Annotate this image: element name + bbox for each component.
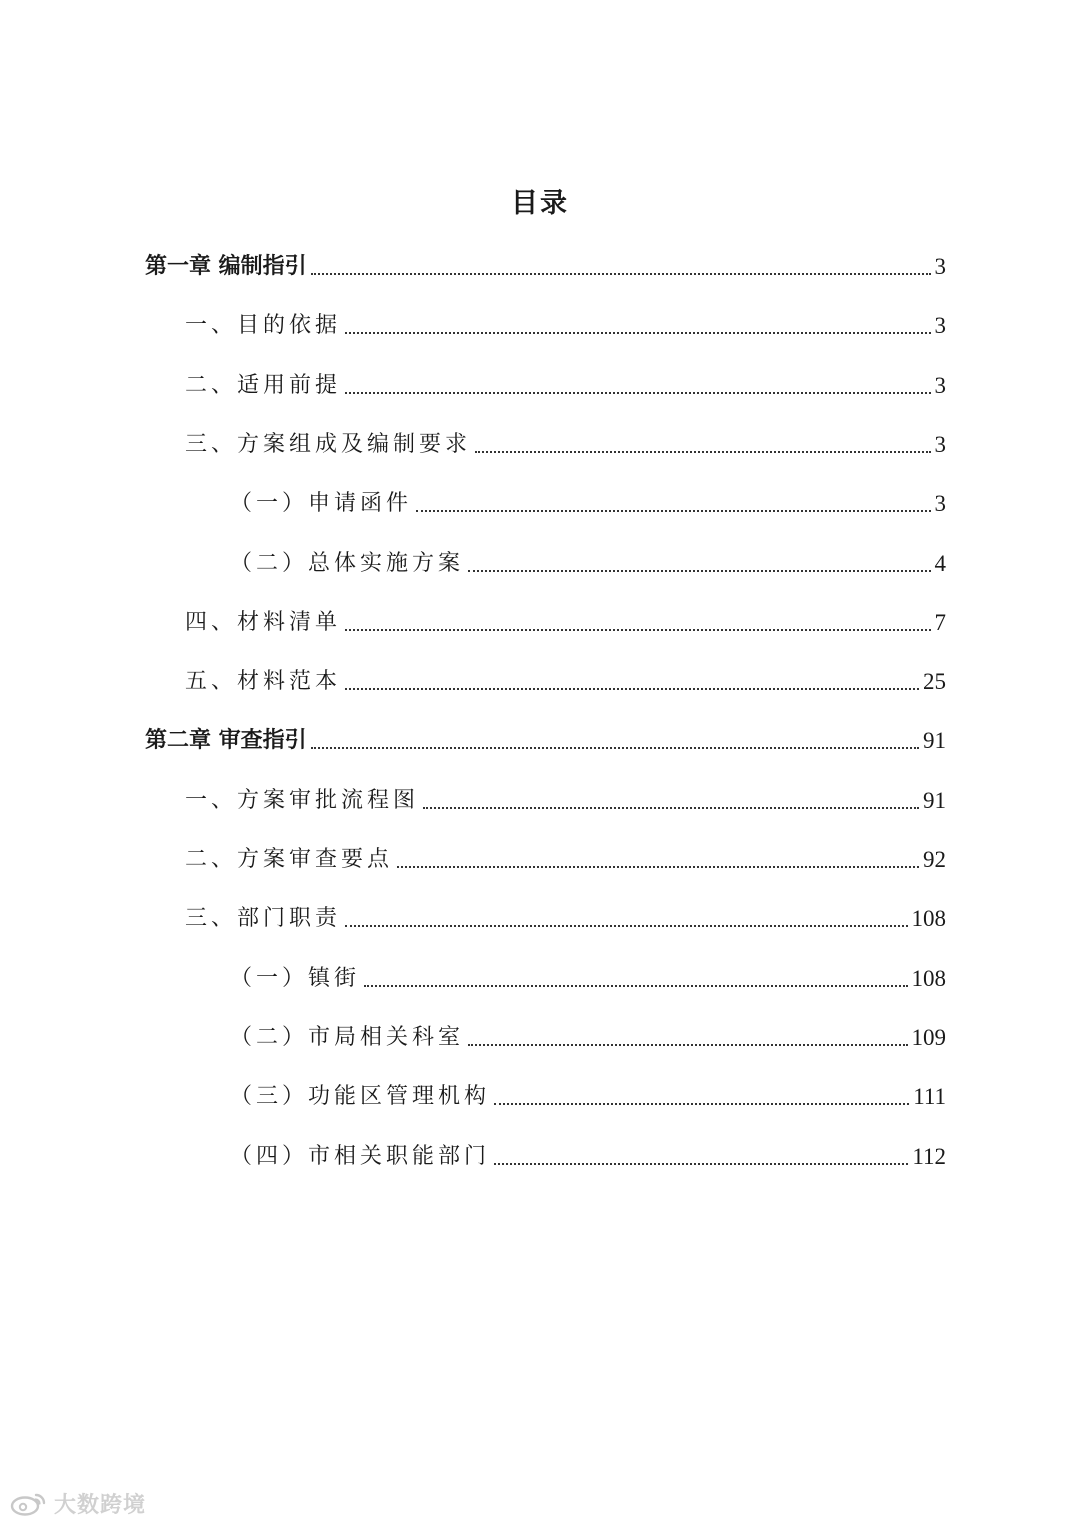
toc-entry-page: 91 (923, 728, 946, 753)
toc-entry-page: 3 (934, 313, 946, 338)
toc-entry[interactable] (185, 900, 946, 934)
toc-entry-label: （一）申请函件 (230, 491, 413, 516)
watermark (8, 1488, 146, 1519)
toc-entry[interactable] (185, 841, 946, 875)
toc-entry[interactable] (230, 1138, 946, 1172)
toc-entry-page: 3 (934, 254, 946, 279)
toc-entry-page: 7 (934, 610, 946, 635)
toc-leader-dots (345, 391, 930, 394)
toc-entry-page: 3 (934, 373, 946, 398)
toc-entry-label: 三、方案组成及编制要求 (185, 432, 472, 457)
toc-leader-dots (345, 924, 907, 927)
toc-leader-dots (345, 628, 930, 631)
toc-entry[interactable] (185, 307, 946, 341)
toc-entry-page: 92 (923, 847, 946, 872)
toc-entry-label: 二、方案审查要点 (185, 847, 394, 872)
toc-entry[interactable] (230, 1019, 946, 1053)
toc-entry-label: 三、部门职责 (185, 906, 342, 931)
toc-entry-page: 25 (923, 669, 946, 694)
toc-entry[interactable] (185, 782, 946, 816)
toc-entry-page: 111 (913, 1084, 946, 1109)
toc-entry[interactable] (145, 722, 946, 756)
toc-entry-label: 第二章 审查指引 (145, 728, 307, 753)
toc-leader-dots (311, 272, 931, 275)
toc-entry-page: 108 (911, 966, 946, 991)
toc-entry[interactable] (230, 960, 946, 994)
toc-leader-dots (475, 450, 930, 453)
toc-leader-dots (468, 1043, 907, 1046)
toc-entry-label: 五、材料范本 (185, 669, 342, 694)
weibo-logo-icon (8, 1491, 48, 1517)
toc-entry[interactable] (185, 663, 946, 697)
page-title: 目录 (511, 188, 569, 220)
toc-entry[interactable] (185, 367, 946, 401)
toc-entry[interactable] (185, 426, 946, 460)
toc-entry[interactable] (185, 604, 946, 638)
toc-entry-label: 一、方案审批流程图 (185, 788, 420, 813)
toc-entry[interactable] (230, 545, 946, 579)
toc-entry-page: 3 (934, 432, 946, 457)
toc-entry-label: （二）市局相关科室 (230, 1025, 465, 1050)
toc-entry-label: 二、适用前提 (185, 373, 342, 398)
toc-entry[interactable] (145, 248, 946, 282)
toc-leader-dots (423, 806, 919, 809)
watermark-text: 大数跨境 (54, 1493, 147, 1518)
toc-entry[interactable] (230, 485, 946, 519)
toc-entry-label: 四、材料清单 (185, 610, 342, 635)
toc-leader-dots (345, 331, 930, 334)
toc-leader-dots (494, 1162, 908, 1165)
toc-entry-page: 108 (911, 906, 946, 931)
toc-entry-label: （一）镇街 (230, 966, 361, 991)
toc-entry-page: 4 (934, 551, 946, 576)
toc-leader-dots (494, 1102, 909, 1105)
toc-entry-page: 112 (912, 1144, 946, 1169)
toc-leader-dots (468, 569, 930, 572)
toc-entry-page: 109 (911, 1025, 946, 1050)
toc-entry-label: 一、目的依据 (185, 313, 342, 338)
toc-entry-label: 第一章 编制指引 (145, 254, 307, 279)
toc-leader-dots (397, 865, 919, 868)
toc-entry-page: 91 (923, 788, 946, 813)
toc-leader-dots (345, 687, 919, 690)
toc-entry[interactable] (230, 1078, 946, 1112)
toc-entry-label: （三）功能区管理机构 (230, 1084, 491, 1109)
toc-entry-label: （二）总体实施方案 (230, 551, 465, 576)
toc-entry-label: （四）市相关职能部门 (230, 1144, 491, 1169)
toc-leader-dots (311, 746, 919, 749)
toc-leader-dots (416, 509, 930, 512)
toc-leader-dots (364, 984, 907, 987)
toc-entry-page: 3 (934, 491, 946, 516)
